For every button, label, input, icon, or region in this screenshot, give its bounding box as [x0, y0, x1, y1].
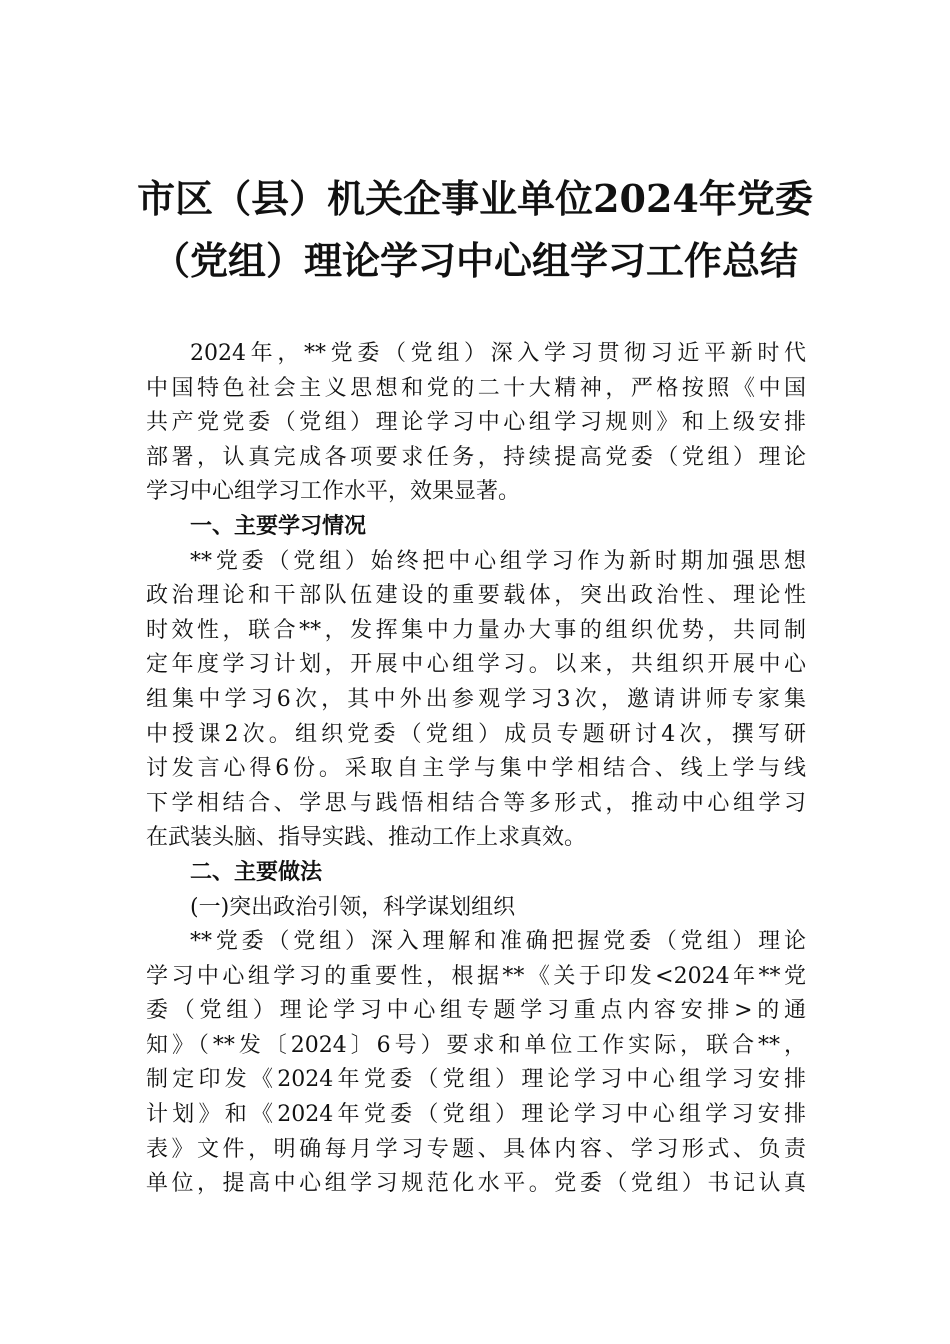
document-body — [146, 337, 806, 1202]
document-title-line-2: （党组）理论学习中心组学习工作总结 — [151, 238, 798, 283]
paragraph-line: 时效性，联合**，发挥集中力量办大事的组织优势，共同制 — [146, 617, 806, 643]
paragraph-line: 在武装头脑、指导实践、推动工作上求真效。 — [146, 825, 587, 851]
paragraph-line: **党委（党组）始终把中心组学习作为新时期加强思想 — [190, 548, 806, 574]
document-title-line-1: 市区（县）机关企事业单位2024年党委 — [137, 176, 813, 221]
paragraph-line: **党委（党组）深入理解和准确把握党委（党组）理论 — [190, 929, 806, 955]
section-heading-2: 二、主要做法 — [190, 859, 323, 885]
paragraph-line: 中授课2次。组织党委（党组）成员专题研讨4次，撰写研 — [146, 721, 806, 747]
paragraph-line: 中国特色社会主义思想和党的二十大精神，严格按照《中国 — [146, 375, 806, 401]
paragraph-line: 表》文件，明确每月学习专题、具体内容、学习形式、负责 — [146, 1136, 806, 1162]
paragraph-line: 制定印发《2024年党委（党组）理论学习中心组学习安排 — [146, 1067, 806, 1093]
paragraph-line: 部署，认真完成各项要求任务，持续提高党委（党组）理论 — [146, 444, 806, 470]
paragraph-line: 委（党组）理论学习中心组专题学习重点内容安排>的通 — [146, 998, 806, 1024]
paragraph-line: 讨发言心得6份。采取自主学与集中学相结合、线上学与线 — [146, 756, 806, 782]
subsection-heading-1: (一)突出政治引领，科学谋划组织 — [190, 894, 516, 920]
paragraph-line: 共产党党委（党组）理论学习中心组学习规则》和上级安排 — [146, 410, 806, 436]
paragraph-line: 2024年，**党委（党组）深入学习贯彻习近平新时代 — [190, 341, 806, 366]
paragraph-line: 单位，提高中心组学习规范化水平。党委（党组）书记认真 — [146, 1171, 806, 1197]
paragraph-line: 组集中学习6次，其中外出参观学习3次，邀请讲师专家集 — [146, 686, 806, 712]
paragraph-line: 政治理论和干部队伍建设的重要载体，突出政治性、理论性 — [146, 583, 806, 609]
paragraph-line: 学习中心组学习工作水平，效果显著。 — [146, 479, 521, 505]
paragraph-line: 知》（**发〔2024〕6号）要求和单位工作实际，联合**， — [146, 1032, 806, 1058]
paragraph-line: 计划》和《2024年党委（党组）理论学习中心组学习安排 — [146, 1102, 806, 1128]
paragraph-line: 下学相结合、学思与践悟相结合等多形式，推动中心组学习 — [146, 790, 806, 816]
paragraph-line: 学习中心组学习的重要性，根据**《关于印发<2024年**党 — [146, 963, 806, 989]
paragraph-line: 定年度学习计划，开展中心组学习。以来，共组织开展中心 — [146, 652, 806, 678]
section-heading-1: 一、主要学习情况 — [190, 513, 367, 539]
